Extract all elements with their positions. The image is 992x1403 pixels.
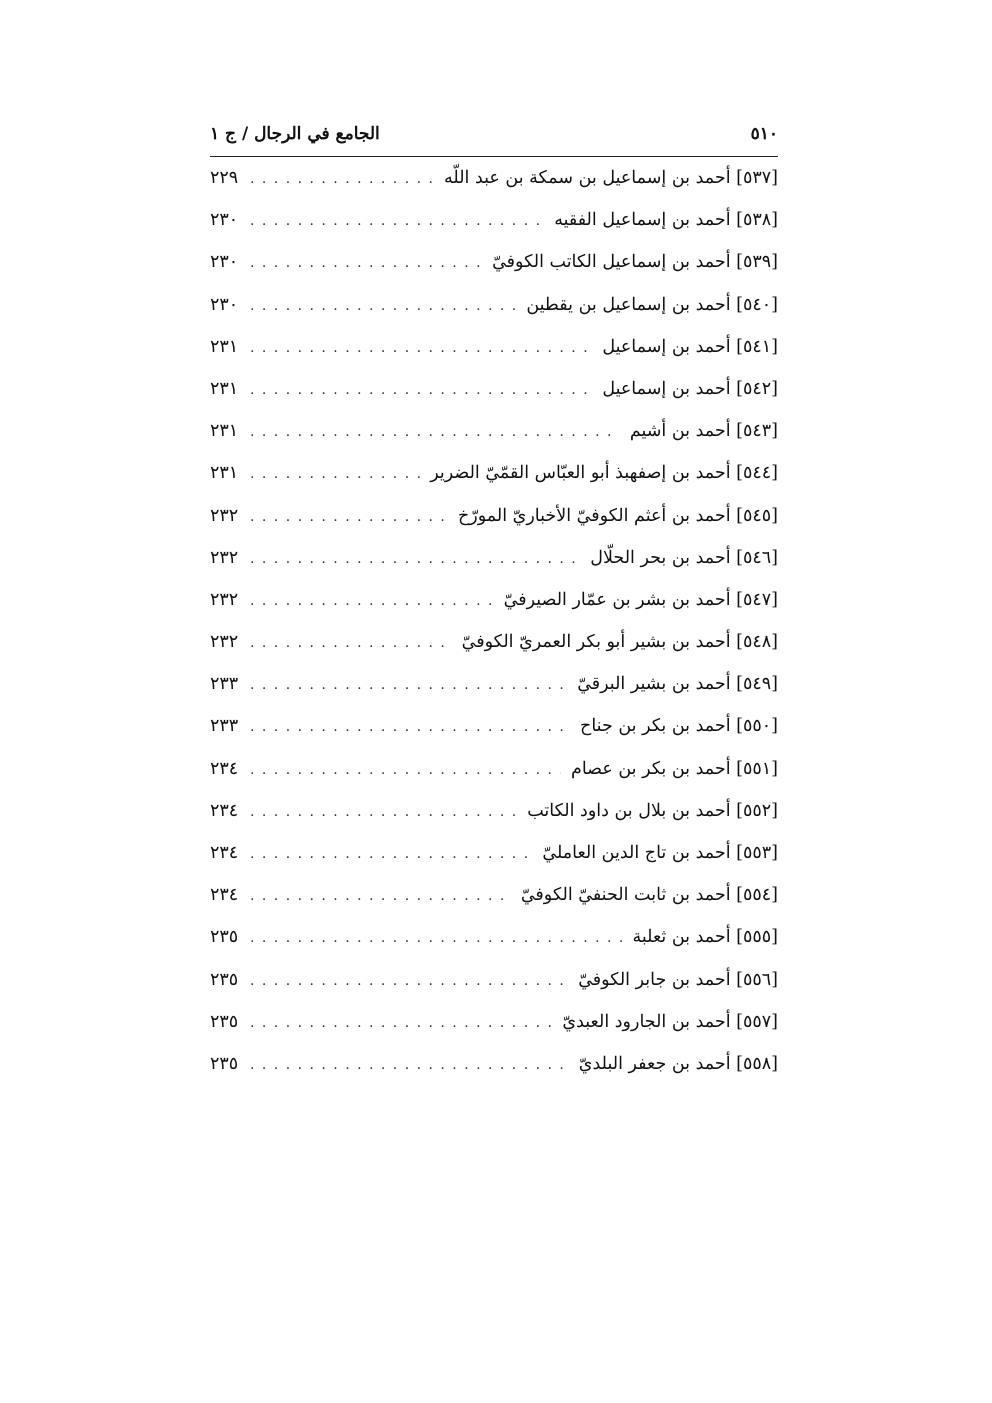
toc-entry xyxy=(210,1012,778,1054)
toc-entry xyxy=(210,716,778,758)
toc-entry-label: [٥٤١] أحمد بن إسماعيل xyxy=(602,336,778,357)
toc-entry xyxy=(210,210,778,252)
dot-leader xyxy=(250,1015,552,1031)
toc-entry-label: [٥٥٣] أحمد بن تاج الدين العامليّ xyxy=(542,843,778,863)
toc-entry-page: ٢٣٠ xyxy=(210,210,239,231)
toc-entry xyxy=(210,970,778,1012)
toc-entry-label: [٥٤٢] أحمد بن إسماعيل xyxy=(602,378,778,399)
toc-entry-label: [٥٥٢] أحمد بن بلال بن داود الكاتب xyxy=(527,800,778,821)
dot-leader xyxy=(250,340,592,356)
toc-entry-label: [٥٥٧] أحمد بن الجارود العبديّ xyxy=(562,1011,778,1032)
toc-entry xyxy=(210,1054,778,1096)
dot-leader xyxy=(250,171,434,187)
toc-entry-page: ٢٣١ xyxy=(210,336,239,357)
toc-entry-page: ٢٣٠ xyxy=(210,252,239,273)
running-header xyxy=(210,118,778,152)
page-number: ٥١٠ xyxy=(750,124,778,144)
dot-leader xyxy=(250,298,516,314)
toc-entry-label: [٥٣٧] أحمد بن إسماعيل بن سمكة بن عبد اللّه xyxy=(444,168,778,188)
toc-entry xyxy=(210,548,778,590)
dot-leader xyxy=(250,551,580,567)
toc-entry-page: ٢٣٥ xyxy=(210,969,239,990)
toc-entry-page: ٢٣٢ xyxy=(210,505,239,526)
dot-leader xyxy=(250,719,570,735)
toc-entry xyxy=(210,421,778,463)
toc-entry-label: [٥٣٩] أحمد بن إسماعيل الكاتب الكوفيّ xyxy=(492,252,778,273)
toc-entry-page: ٢٣٤ xyxy=(210,800,239,821)
toc-entry xyxy=(210,632,778,674)
running-title: الجامع في الرجال / ج ١ xyxy=(210,124,380,144)
toc-entry-label: [٥٥٦] أحمد بن جابر الكوفيّ xyxy=(578,969,778,990)
dot-leader xyxy=(250,930,623,946)
toc-entry xyxy=(210,590,778,632)
dot-leader xyxy=(250,255,482,271)
header-divider xyxy=(210,156,778,157)
dot-leader xyxy=(250,804,517,820)
dot-leader xyxy=(250,424,620,440)
toc-entry-page: ٢٣٠ xyxy=(210,294,239,315)
table-of-contents xyxy=(210,168,778,1096)
toc-entry xyxy=(210,885,778,927)
dot-leader xyxy=(250,593,494,609)
dot-leader xyxy=(250,509,448,525)
dot-leader xyxy=(250,1057,569,1073)
toc-entry xyxy=(210,801,778,843)
dot-leader xyxy=(250,973,568,989)
toc-entry-label: [٥٥٨] أحمد بن جعفر البلديّ xyxy=(578,1053,778,1074)
dot-leader xyxy=(250,635,452,651)
toc-entry xyxy=(210,337,778,379)
toc-entry-label: [٥٥٠] أحمد بن بكر بن جناح xyxy=(580,716,778,737)
toc-entry-page: ٢٢٩ xyxy=(210,168,239,188)
toc-entry-label: [٥٤٣] أحمد بن أشيم xyxy=(629,421,778,442)
toc-entry-label: [٥٤٧] أحمد بن بشر بن عمّار الصيرفيّ xyxy=(503,589,778,610)
toc-entry xyxy=(210,252,778,294)
toc-entry-page: ٢٣٣ xyxy=(210,674,239,695)
toc-entry xyxy=(210,295,778,337)
toc-entry-page: ٢٣٢ xyxy=(210,547,239,568)
toc-entry xyxy=(210,463,778,505)
toc-entry-page: ٢٣٤ xyxy=(210,758,239,779)
toc-entry-page: ٢٣٥ xyxy=(210,1053,239,1074)
toc-entry-page: ٢٣١ xyxy=(210,421,239,442)
toc-entry-page: ٢٣٥ xyxy=(210,927,239,948)
toc-entry xyxy=(210,674,778,716)
toc-entry-label: [٥٥٥] أحمد بن ثعلبة xyxy=(632,927,778,948)
dot-leader xyxy=(250,888,511,904)
toc-entry-label: [٥٤٨] أحمد بن بشير أبو بكر العمريّ الكوفيّ xyxy=(461,632,778,653)
toc-entry-label: [٥٥١] أحمد بن بكر بن عصام xyxy=(570,758,778,779)
toc-entry-label: [٥٣٨] أحمد بن إسماعيل الفقيه xyxy=(554,210,778,231)
toc-entry-label: [٥٤٦] أحمد بن بحر الحلّال xyxy=(590,547,778,568)
dot-leader xyxy=(250,466,420,482)
dot-leader xyxy=(250,213,544,229)
toc-entry-page: ٢٣٤ xyxy=(210,843,239,863)
dot-leader xyxy=(250,762,561,778)
toc-entry-page: ٢٣٢ xyxy=(210,632,239,653)
toc-entry xyxy=(210,843,778,885)
toc-entry-page: ٢٣١ xyxy=(210,463,239,484)
toc-entry-label: [٥٥٤] أحمد بن ثابت الحنفيّ الكوفيّ xyxy=(520,885,778,906)
toc-entry xyxy=(210,379,778,421)
toc-entry-label: [٥٤٩] أحمد بن بشير البرقيّ xyxy=(577,674,778,695)
toc-entry-page: ٢٣٣ xyxy=(210,716,239,737)
toc-entry-label: [٥٤٤] أحمد بن إصفهبذ أبو العبّاس القمّيّ الضرير xyxy=(430,463,778,484)
toc-entry-page: ٢٣٢ xyxy=(210,589,239,610)
toc-entry-label: [٥٤٠] أحمد بن إسماعيل بن يقطين xyxy=(526,294,778,315)
toc-entry xyxy=(210,506,778,548)
toc-entry xyxy=(210,168,778,210)
dot-leader xyxy=(250,382,592,398)
dot-leader xyxy=(250,846,532,862)
toc-entry-label: [٥٤٥] أحمد بن أعثم الكوفيّ الأخباريّ المورّخ xyxy=(457,505,778,526)
dot-leader xyxy=(250,677,567,693)
toc-entry-page: ٢٣١ xyxy=(210,378,239,399)
toc-entry xyxy=(210,927,778,969)
toc-entry xyxy=(210,759,778,801)
toc-entry-page: ٢٣٤ xyxy=(210,885,239,906)
toc-entry-page: ٢٣٥ xyxy=(210,1011,239,1032)
